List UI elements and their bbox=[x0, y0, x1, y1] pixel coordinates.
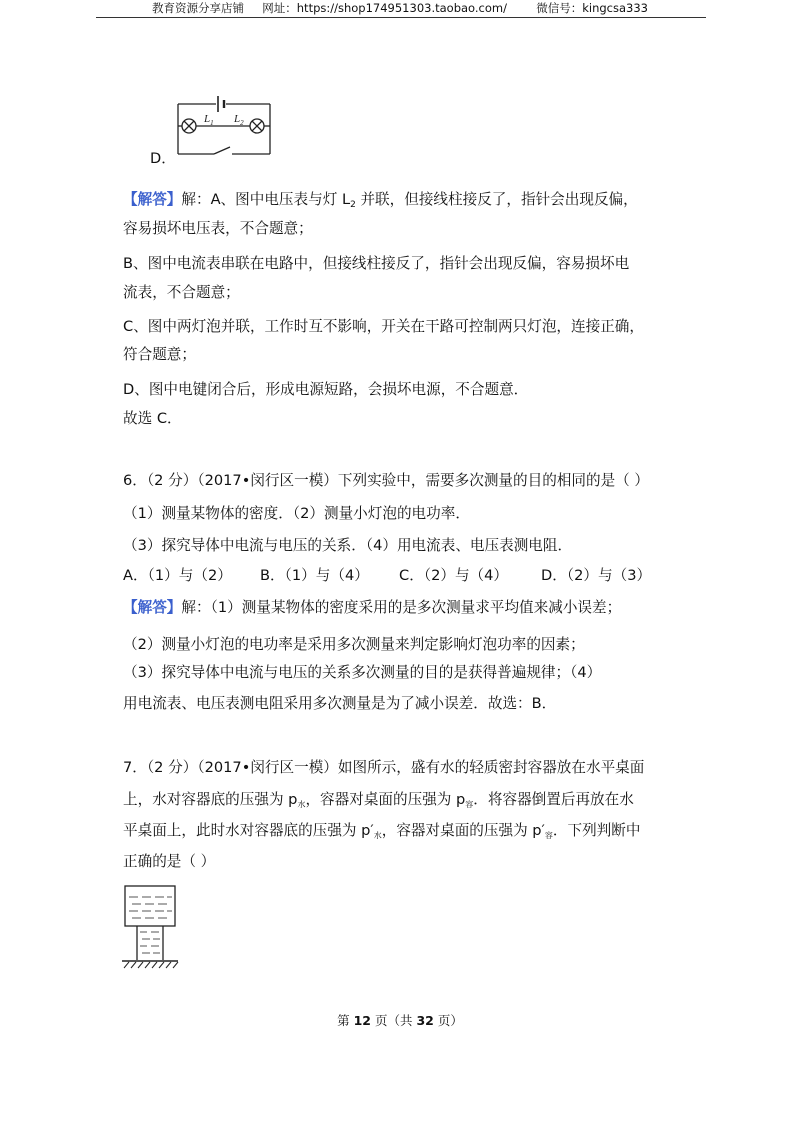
wechat-label: 微信号： bbox=[536, 1, 583, 15]
q6-answer-line: 用电流表、电压表测电阻采用多次测量是为了减小误差．故选：B． bbox=[123, 695, 557, 712]
container-figure bbox=[120, 882, 180, 970]
option-d-label: D． bbox=[150, 150, 176, 167]
q5-answer-line: 流表，不合题意； bbox=[123, 284, 240, 301]
q5-answer-line: 容易损坏电压表，不合题意； bbox=[123, 220, 313, 237]
option-a[interactable]: A．（1）与（2） bbox=[123, 567, 232, 584]
q7-stem-line-1: 7．（2 分）（2017•闵行区一模）如图所示，盛有水的轻质密封容器放在水平桌面 bbox=[123, 759, 645, 776]
q5-answer-line: D、图中电键闭合后，形成电源短路，会损坏电源，不合题意． bbox=[123, 381, 529, 398]
circuit-diagram-d bbox=[176, 92, 272, 158]
url-label: 网址： bbox=[262, 1, 297, 15]
q6-items-1: （1）测量某物体的密度．（2）测量小灯泡的电功率． bbox=[123, 505, 470, 522]
q6-items-2: （3）探究导体中电流与电压的关系．（4）用电流表、电压表测电阻． bbox=[123, 537, 573, 554]
page-total: 32 bbox=[416, 1013, 434, 1028]
q5-answer-line: B、图中电流表串联在电路中，但接线柱接反了，指针会出现反偏，容易损坏电 bbox=[123, 255, 630, 272]
q6-answer-line-1: 【解答】解：（1）测量某物体的密度采用的是多次测量求平均值来减小误差； bbox=[123, 599, 622, 616]
q6-answer-line: （3）探究导体中电流与电压的关系多次测量的目的是获得普遍规律；（4） bbox=[123, 664, 602, 681]
wechat-id: kingcsa333 bbox=[582, 1, 648, 15]
q7-stem-line-4: 正确的是（ ） bbox=[123, 853, 216, 870]
q5-answer-line: C、图中两灯泡并联，工作时互不影响，开关在干路可控制两只灯泡，连接正确， bbox=[123, 318, 644, 335]
answer-tag: 【解答】 bbox=[123, 599, 182, 616]
answer-tag: 【解答】 bbox=[123, 191, 182, 208]
q7-stem-line-3: 平桌面上，此时水对容器底的压强为 $p'_水$，容器对桌面的压强为 $p'_容$．下列判断中 bbox=[123, 822, 641, 840]
shop-url[interactable]: https://shop174951303.taobao.com/ bbox=[296, 1, 507, 15]
option-c[interactable]: C．（2）与（4） bbox=[399, 567, 509, 584]
page-footer: 第 12 页（共 32 页） bbox=[337, 1013, 463, 1028]
page-number: 12 bbox=[353, 1013, 372, 1028]
q5-answer-line-1: 【解答】解：A、图中电压表与灯 $L_2$ 并联，但接线柱接反了，指针会出现反偏， bbox=[123, 191, 638, 210]
header-divider bbox=[96, 17, 706, 18]
lamp-l1-label: $L_1$ bbox=[204, 113, 214, 127]
shop-name: 教育资源分享店铺 bbox=[151, 1, 244, 15]
q6-stem: 6．（2 分）（2017•闵行区一模）下列实验中，需要多次测量的目的相同的是（ ） bbox=[123, 472, 649, 489]
lamp-l2-label: $L_2$ bbox=[234, 113, 244, 127]
water-fill bbox=[129, 897, 172, 953]
option-d[interactable]: D．（2）与（3） bbox=[541, 567, 652, 584]
q5-answer-line: 故选 C． bbox=[123, 410, 182, 427]
q6-answer-line: （2）测量小灯泡的电功率是采用多次测量来判定影响灯泡功率的因素； bbox=[123, 636, 585, 653]
table-hatch bbox=[124, 962, 178, 968]
q5-answer-line: 符合题意； bbox=[123, 346, 196, 363]
q6-options bbox=[123, 566, 651, 586]
page-header bbox=[0, 0, 800, 18]
option-b[interactable]: B．（1）与（4） bbox=[260, 567, 369, 584]
q7-stem-line-2: 上，水对容器底的压强为 $p_水$，容器对桌面的压强为 $p_容$．将容器倒置后再放在水 bbox=[123, 791, 634, 809]
